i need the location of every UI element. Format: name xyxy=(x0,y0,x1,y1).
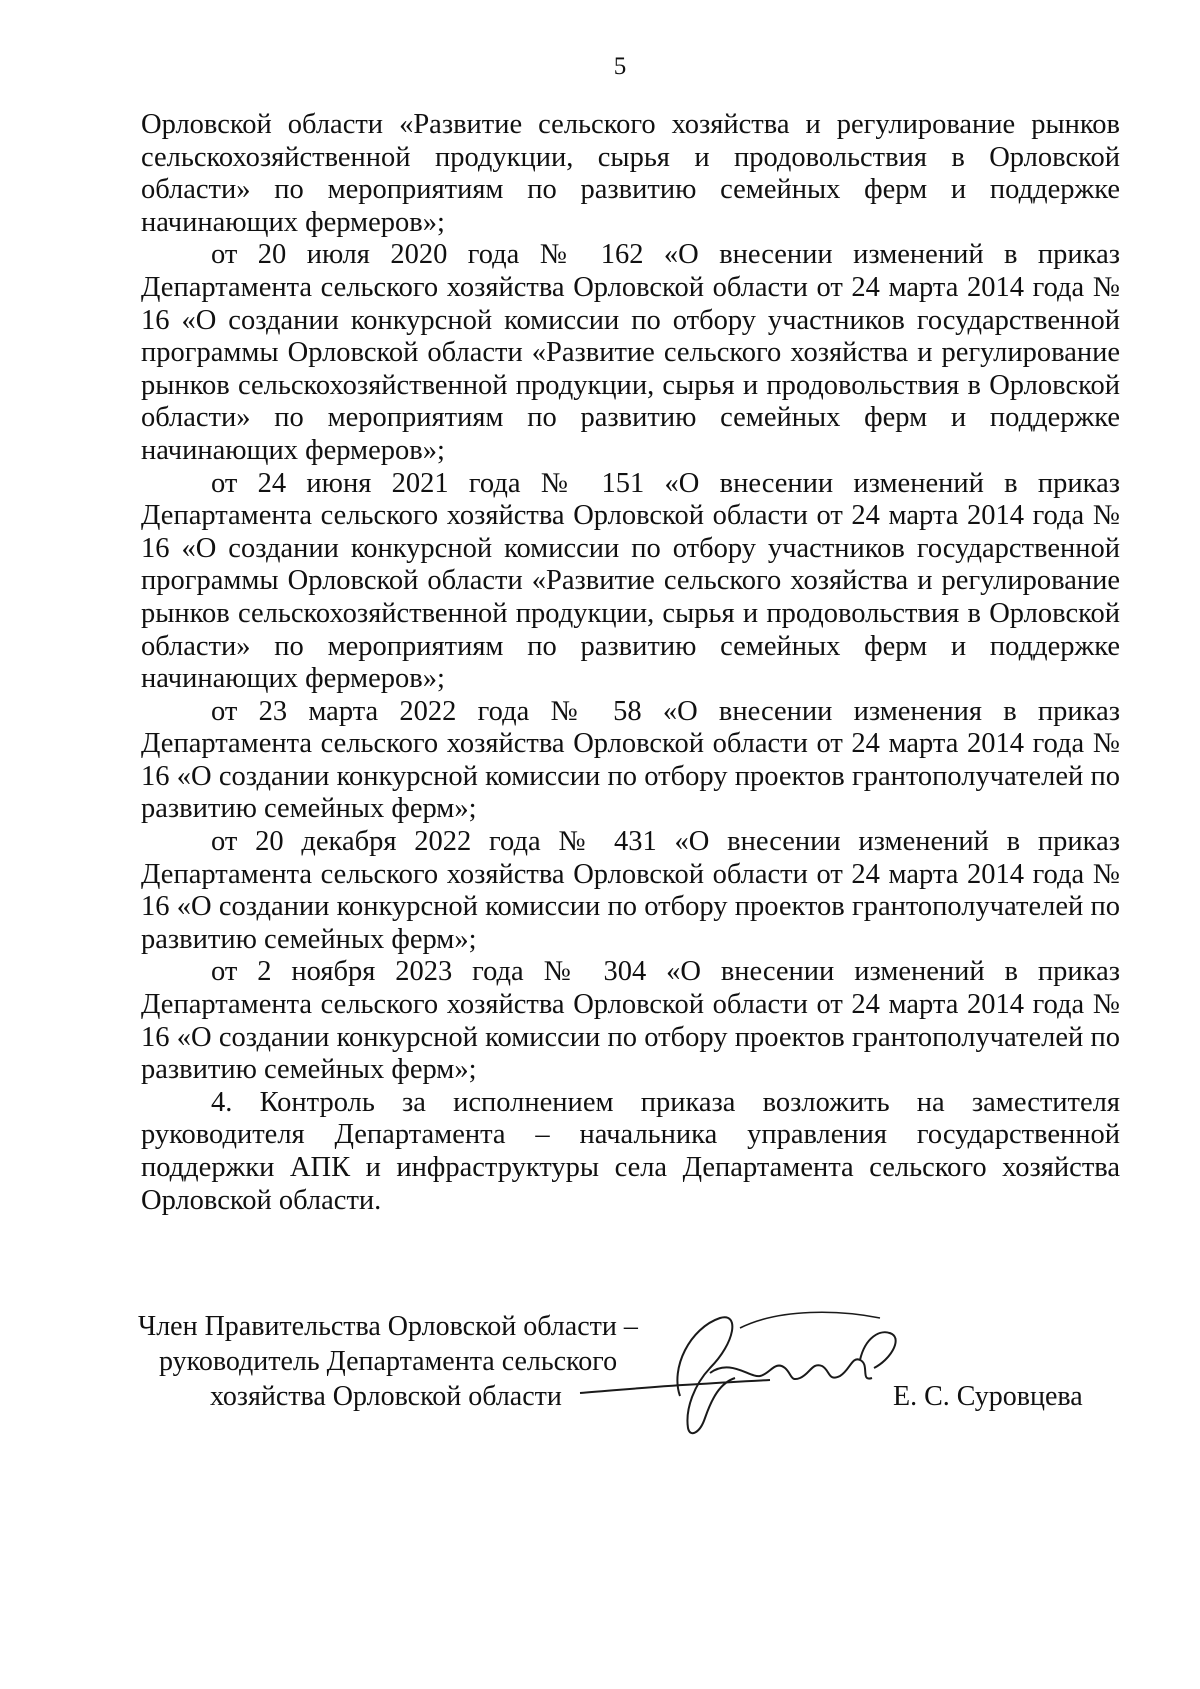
paragraph-continuation: Орловской области «Развитие сельского хозяйства и регулирование рынков сельскохозяйственной продукции, сырья и продовольствия в Орловской области» по мероприятиям по развитию семейных ферм и поддержке начинающих фермеров»; xyxy=(141,109,1120,238)
paragraph-order-2022-march: от 23 марта 2022 года № 58 «О внесении изменения в приказ Департамента сельского хозяйства Орловской области от 24 марта 2014 года № 16 «О создании конкурсной комиссии по отбору проектов грантополучателей по развитию семейных ферм»; xyxy=(141,695,1120,825)
document-body xyxy=(141,109,1120,1217)
paragraph-control-clause: 4. Контроль за исполнением приказа возложить на заместителя руководителя Департамента – начальника управления государственной поддержки АПК и инфраструктуры села Департамента сельского хозяйства Орловской области. xyxy=(141,1086,1120,1216)
signatory-name: Е. С. Суровцева xyxy=(893,1381,1083,1412)
paragraph-order-2023: от 2 ноября 2023 года № 304 «О внесении изменений в приказ Департамента сельского хозяйства Орловской области от 24 марта 2014 года № 16 «О создании конкурсной комиссии по отбору проектов грантополучателей по развитию семейных ферм»; xyxy=(141,956,1120,1086)
paragraph-order-2022-december: от 20 декабря 2022 года № 431 «О внесении изменений в приказ Департамента сельского хозяйства Орловской области от 24 марта 2014 года № 16 «О создании конкурсной комиссии по отбору проектов грантополучателей по развитию семейных ферм»; xyxy=(141,826,1120,955)
paragraph-order-2020: от 20 июля 2020 года № 162 «О внесении изменений в приказ Департамента сельского хозяйства Орловской области от 24 марта 2014 года № 16 «О создании конкурсной комиссии по отбору участников государственной программы Орловской области «Развитие сельского хозяйства и регулирование рынков сельскохозяйственной продукции, сырья и продовольствия в Орловской области» по мероприятиям по развитию семейных ферм и поддержке начинающих фермеров»; xyxy=(141,239,1120,466)
paragraph-order-2021: от 24 июня 2021 года № 151 «О внесении изменений в приказ Департамента сельского хозяйства Орловской области от 24 марта 2014 года № 16 «О создании конкурсной комиссии по отбору участников государственной программы Орловской области «Развитие сельского хозяйства и регулирование рынков сельскохозяйственной продукции, сырья и продовольствия в Орловской области» по мероприятиям по развитию семейных ферм и поддержке начинающих фермеров»; xyxy=(141,467,1120,695)
page-number: 5 xyxy=(613,53,627,80)
signatory-position-line-1: Член Правительства Орловской области – xyxy=(138,1311,638,1342)
signatory-position-line-3: хозяйства Орловской области xyxy=(210,1381,562,1412)
handwritten-signature xyxy=(560,1298,920,1448)
signatory-position-line-2: руководитель Департамента сельского xyxy=(159,1346,618,1377)
